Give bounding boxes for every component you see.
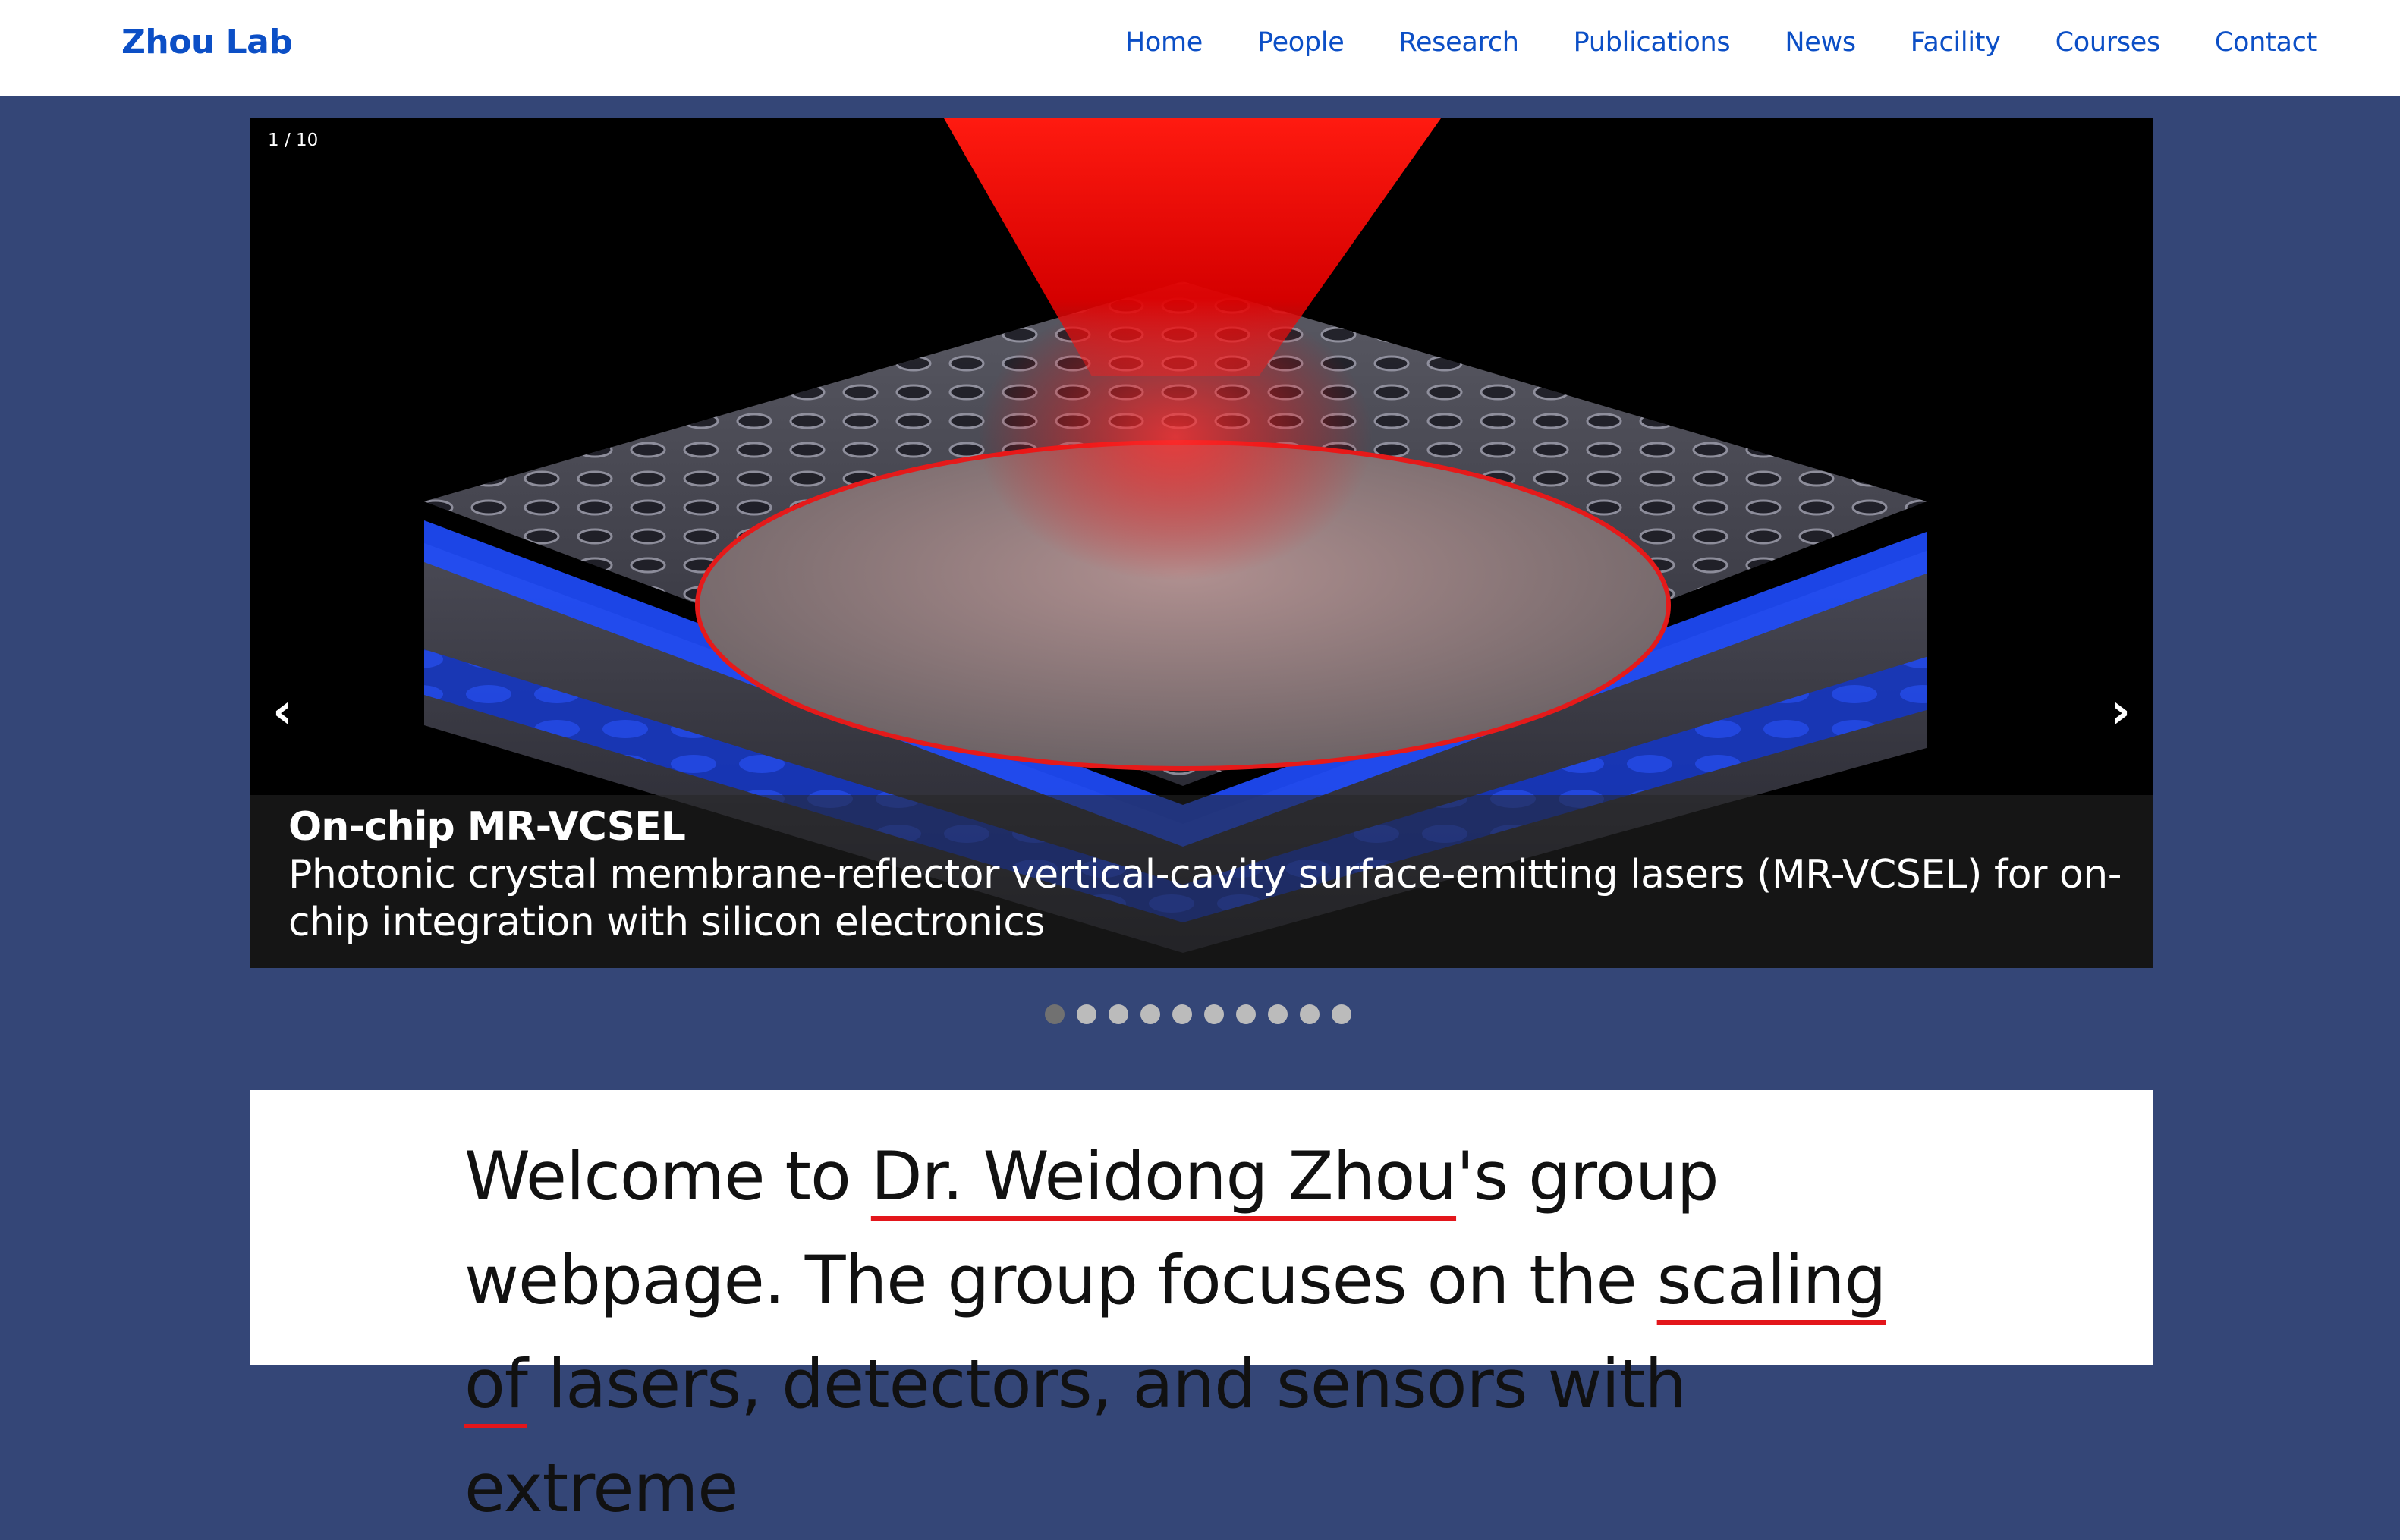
intro-text bbox=[464, 1124, 1952, 1540]
nav-research[interactable]: Research bbox=[1398, 27, 1519, 58]
intro-section bbox=[250, 1090, 2153, 1527]
nav-publications[interactable]: Publications bbox=[1573, 27, 1731, 58]
slide-dot-10[interactable] bbox=[1332, 1004, 1351, 1024]
slide-dot-2[interactable] bbox=[1077, 1004, 1096, 1024]
scaling-link[interactable]: scaling of bbox=[464, 1241, 1886, 1423]
nav-people[interactable]: People bbox=[1257, 27, 1345, 58]
slide-dot-4[interactable] bbox=[1140, 1004, 1160, 1024]
slide-description: Photonic crystal membrane-reflector vertical-cavity surface-emitting lasers (MR-VCSEL) for on-chip integration with silicon electronics bbox=[288, 852, 2122, 945]
main-nav bbox=[1071, 27, 2317, 58]
nav-home[interactable]: Home bbox=[1125, 27, 1203, 58]
slide-dot-9[interactable] bbox=[1300, 1004, 1320, 1024]
slide-dots bbox=[1045, 1004, 1351, 1024]
slideshow bbox=[250, 118, 2153, 968]
nav-courses[interactable]: Courses bbox=[2055, 27, 2160, 58]
slide-title: On-chip MR-VCSEL bbox=[288, 804, 685, 850]
brand-link[interactable]: Zhou Lab bbox=[121, 23, 293, 61]
slide-counter: 1 / 10 bbox=[268, 130, 319, 150]
intro-part-1: Welcome to bbox=[464, 1137, 871, 1215]
top-navbar bbox=[0, 0, 2400, 96]
slide-dot-3[interactable] bbox=[1109, 1004, 1128, 1024]
intro-part-3: lasers, detectors, and sensors with extreme bbox=[464, 1345, 1687, 1527]
slide-dot-6[interactable] bbox=[1204, 1004, 1224, 1024]
nav-news[interactable]: News bbox=[1785, 27, 1856, 58]
nav-contact[interactable]: Contact bbox=[2214, 27, 2317, 58]
pi-name-link[interactable]: Dr. Weidong Zhou bbox=[870, 1137, 1457, 1215]
slide-dot-5[interactable] bbox=[1172, 1004, 1192, 1024]
slide-dot-7[interactable] bbox=[1236, 1004, 1256, 1024]
slide-dot-1[interactable] bbox=[1045, 1004, 1065, 1024]
nav-facility[interactable]: Facility bbox=[1910, 27, 2001, 58]
next-slide-button[interactable]: › bbox=[2110, 684, 2131, 740]
prev-slide-button[interactable]: ‹ bbox=[272, 684, 293, 740]
slide-dot-8[interactable] bbox=[1268, 1004, 1288, 1024]
intro-part-2: 's group webpage. The group focuses on the bbox=[464, 1137, 1719, 1319]
